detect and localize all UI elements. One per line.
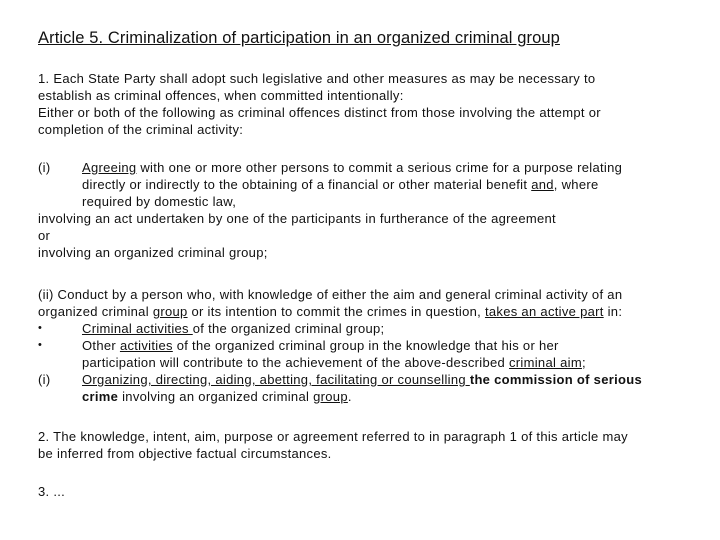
bullet-line [82,320,688,337]
clause-i [38,159,688,261]
bold-term: crime [82,389,119,404]
underlined-term: activities [119,338,173,353]
paragraph-2-line: 2. The knowledge, intent, aim, purpose or agreement referred to in paragraph 1 of this article may [38,429,628,444]
bullet-item [38,337,688,371]
bullet-line [82,354,688,371]
underlined-term: criminal aim [509,355,582,370]
underlined-term: Organizing, directing, aiding, abetting, facilitating or counselling [82,372,470,387]
clause-text: Other [82,338,120,353]
clause-text: . [347,389,352,404]
clause-ii-line: (ii) Conduct by a person who, with knowledge of either the aim and general criminal activity of an [38,287,623,302]
clause-text: with one or more other persons to commit a serious crime for a purpose relating [136,160,623,175]
clause-text: participation will contribute to the achievement of the above-described [82,355,509,370]
clause-ii-line [38,303,688,320]
underlined-term: and [531,177,554,192]
underlined-term: group [152,304,188,319]
clause-i-line: involving an organized criminal group; [38,245,268,260]
bullet-line [82,337,688,354]
underlined-term: group [313,389,348,404]
clause-i-line: involving an act undertaken by one of the participants in furtherance of the agreement [38,211,556,226]
article-title: Article 5. Criminalization of participation in an organized criminal group [38,29,560,47]
clause-ii [38,286,688,405]
paragraph-1 [38,70,688,138]
clause-text: directly or indirectly to the obtaining of a financial or other material benefit [82,177,532,192]
clause-i-line: or [38,228,51,243]
bold-term: the commission of serious [469,372,643,387]
clause-i-item [38,159,688,210]
paragraph-1-line: establish as criminal offences, when committed intentionally: [38,88,404,103]
clause-marker: (i) [38,160,51,175]
clause-i-line: required by domestic law, [82,194,237,209]
clause-text: , where [553,177,599,192]
sub-clause-line [82,371,688,388]
paragraph-1-line: Either or both of the following as criminal offences distinct from those involving the attempt or [38,105,601,120]
underlined-term: takes an active part [484,304,604,319]
bullet-icon: • [38,322,43,334]
clause-text: involving an organized criminal [118,389,314,404]
sub-clause-i [38,371,688,405]
clause-text: in: [603,304,623,319]
clause-text: organized criminal [38,304,153,319]
clause-i-line [82,159,688,176]
bullet-icon: • [38,339,43,351]
underlined-term: Agreeing [82,160,137,175]
clause-i-line [82,176,688,193]
sub-clause-line [82,388,688,405]
paragraph-2-line: be inferred from objective factual circumstances. [38,446,332,461]
clause-text: of the organized criminal group; [192,321,385,336]
paragraph-1-line: 1. Each State Party shall adopt such legislative and other measures as may be necessary to [38,71,596,86]
clause-text: of the organized criminal group in the knowledge that his or her [172,338,559,353]
bullet-item [38,320,688,337]
clause-marker: (i) [38,372,51,387]
clause-text: or its intention to commit the crimes in question, [187,304,485,319]
underlined-term: Criminal activities [82,321,193,336]
clause-text: ; [581,355,586,370]
paragraph-3 [38,483,688,500]
paragraph-1-line: completion of the criminal activity: [38,122,244,137]
paragraph-2 [38,428,688,462]
paragraph-3-line: 3. ... [38,484,66,499]
